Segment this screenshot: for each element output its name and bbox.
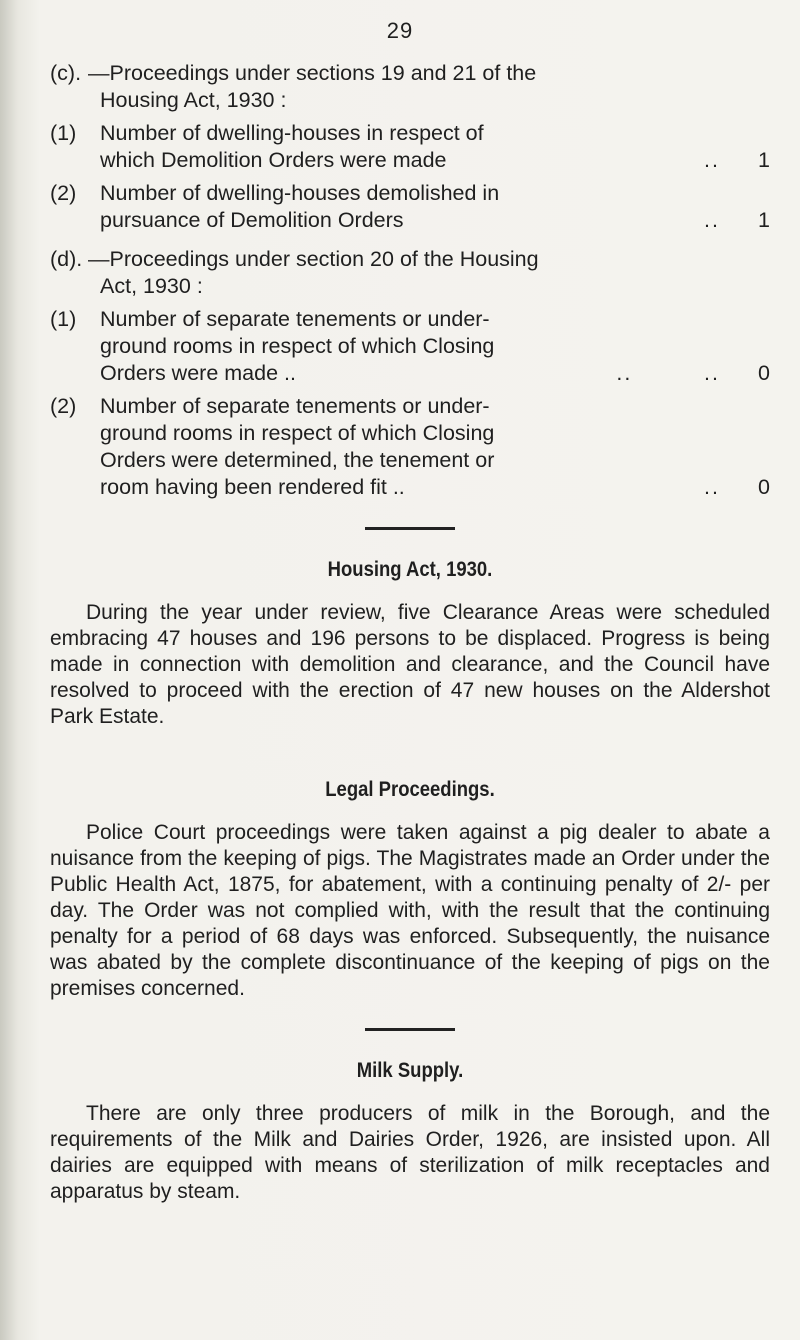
section-d-item-2: (2) Number of separate tenements or under- ground rooms in respect of which Closing Orders were determined, the tenement or room having been rendered fit .. .. 0: [50, 394, 770, 499]
item-value: 0: [758, 475, 770, 499]
leader-dots: ..: [704, 208, 720, 232]
leader-dots: ..: [704, 475, 720, 499]
report-content: [50, 60, 770, 1205]
leader-dots: .. ..: [616, 361, 720, 385]
milk-supply-section: [50, 1059, 770, 1205]
section-c-label: (c).: [50, 61, 82, 85]
item-value: 1: [758, 148, 770, 172]
item-number: (1): [50, 121, 77, 145]
legal-proceedings-section: [50, 778, 770, 1002]
section-c-title-continued: Housing Act, 1930 :: [100, 88, 287, 112]
section-divider: [365, 527, 455, 530]
item-number: (2): [50, 394, 77, 418]
housing-act-section: [50, 558, 770, 730]
section-c-item-2: (2) Number of dwelling-houses demolished in pursuance of Demolition Orders .. 1: [50, 181, 770, 232]
section-d-title: —Proceedings under section 20 of the Housing: [88, 247, 539, 271]
section-d-item-1: (1) Number of separate tenements or under- ground rooms in respect of which Closing Orders were made .. .. .. 0: [50, 307, 770, 385]
item-value: 0: [758, 361, 770, 385]
legal-proceedings-paragraph: Police Court proceedings were taken against a pig dealer to abate a nuisance from the keeping of pigs. The Magistrates made an Order under the Public Health Act, 1875, for abatement, with a continuing penalty of 2/- per day. The Order was not complied with, with the result that the continuing penalty for a period of 68 days was enforced. Subsequently, the nuisance was abated by the complete discontinuance of the keeping of pigs on the premises concerned.: [50, 821, 770, 1000]
section-d-title-continued: Act, 1930 :: [100, 274, 203, 298]
item-number: (2): [50, 181, 77, 205]
housing-act-heading: Housing Act, 1930.: [327, 558, 493, 581]
section-c-heading: [50, 60, 770, 87]
section-c: [50, 60, 770, 234]
page-number: 29: [386, 18, 414, 43]
section-c-title: —Proceedings under sections 19 and 21 of the: [88, 61, 537, 85]
section-d-label: (d).: [50, 247, 83, 271]
section-d: [50, 246, 770, 501]
section-d-heading: [50, 246, 770, 273]
section-c-item-1: (1) Number of dwelling-houses in respect of which Demolition Orders were made .. 1: [50, 121, 770, 172]
item-value: 1: [758, 208, 770, 232]
section-divider: [365, 1028, 455, 1031]
milk-supply-heading: Milk Supply.: [356, 1059, 464, 1082]
leader-dots: ..: [704, 148, 720, 172]
item-number: (1): [50, 307, 77, 331]
milk-supply-paragraph: There are only three producers of milk in the Borough, and the requirements of the Milk and Dairies Order, 1926, are insisted upon. All dairies are equipped with means of sterilization of milk receptacles and apparatus by steam.: [50, 1102, 770, 1203]
legal-proceedings-heading: Legal Proceedings.: [325, 778, 495, 801]
housing-act-paragraph: During the year under review, five Clearance Areas were scheduled embracing 47 houses and 196 persons to be displaced. Progress is being made in connection with demolition and clearance, and the Council have resolved to proceed with the erection of 47 new houses on the Aldershot Park Estate.: [50, 601, 770, 728]
